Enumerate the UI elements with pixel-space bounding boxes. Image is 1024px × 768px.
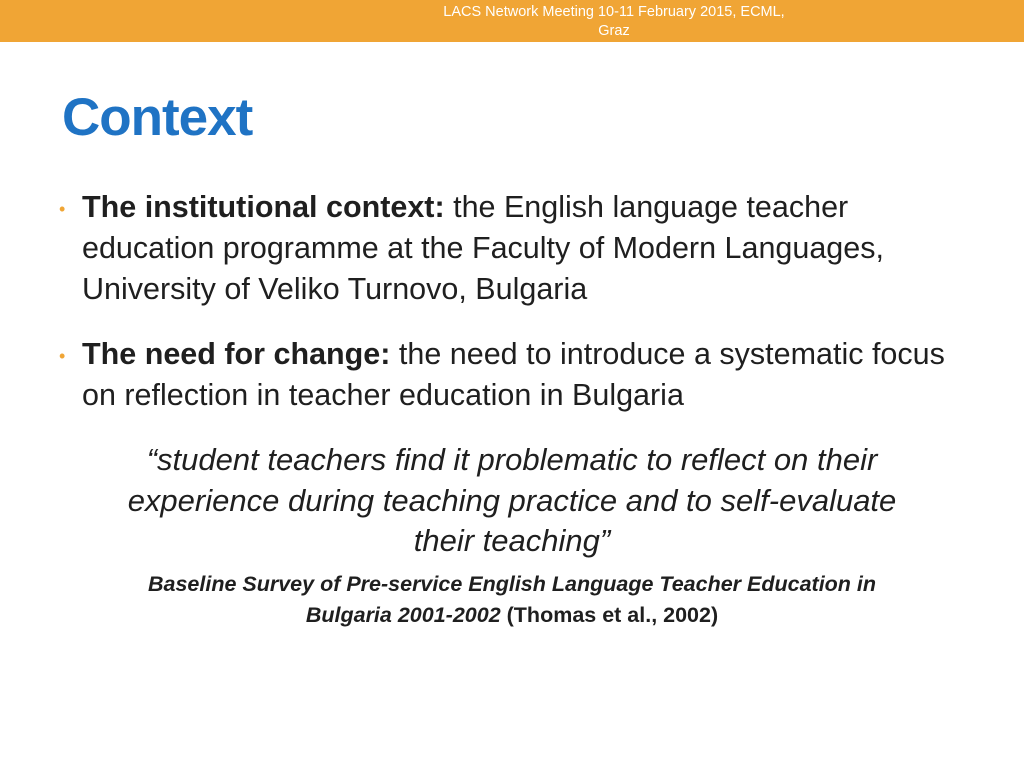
quote-line-1: “student teachers find it problematic to reflect on their [146, 442, 878, 477]
bullet-item-need-for-change [59, 334, 982, 416]
source-title-text: Baseline Survey of Pre-service English Language Teacher Education in [147, 572, 877, 596]
bullet-item-institutional-context [59, 187, 982, 310]
source-title-line-2 [60, 600, 964, 631]
quote-block [60, 440, 964, 562]
source-citation: (Thomas et al., 2002) [506, 603, 719, 627]
bullet-text: the need to introduce a systematic focus on reflection in teacher education in Bulgaria [82, 337, 945, 412]
source-title-line-1 [60, 569, 964, 600]
bullet-dot-icon: • [59, 199, 66, 219]
quote-line-3: their teaching” [413, 523, 611, 558]
bullet-lead: The need for change: [82, 337, 391, 371]
header-bar [0, 0, 1024, 42]
bullet-text: the English language teacher education programme at the Faculty of Modern Languages, University of Veliko Turnovo, Bulgaria [82, 190, 884, 306]
quote-source [60, 569, 964, 631]
bullet-lead: The institutional context: [82, 190, 445, 224]
source-title-year: Bulgaria 2001-2002 [305, 603, 501, 627]
header-text [0, 3, 1024, 41]
bullet-dot-icon: • [59, 346, 66, 366]
header-line-1: LACS Network Meeting 10-11 February 2015, ECML, [443, 4, 785, 20]
header-line-2: Graz [598, 23, 630, 39]
quote-line-2: experience during teaching practice and to self-evaluate [127, 482, 897, 518]
slide-title: Context [62, 88, 253, 147]
